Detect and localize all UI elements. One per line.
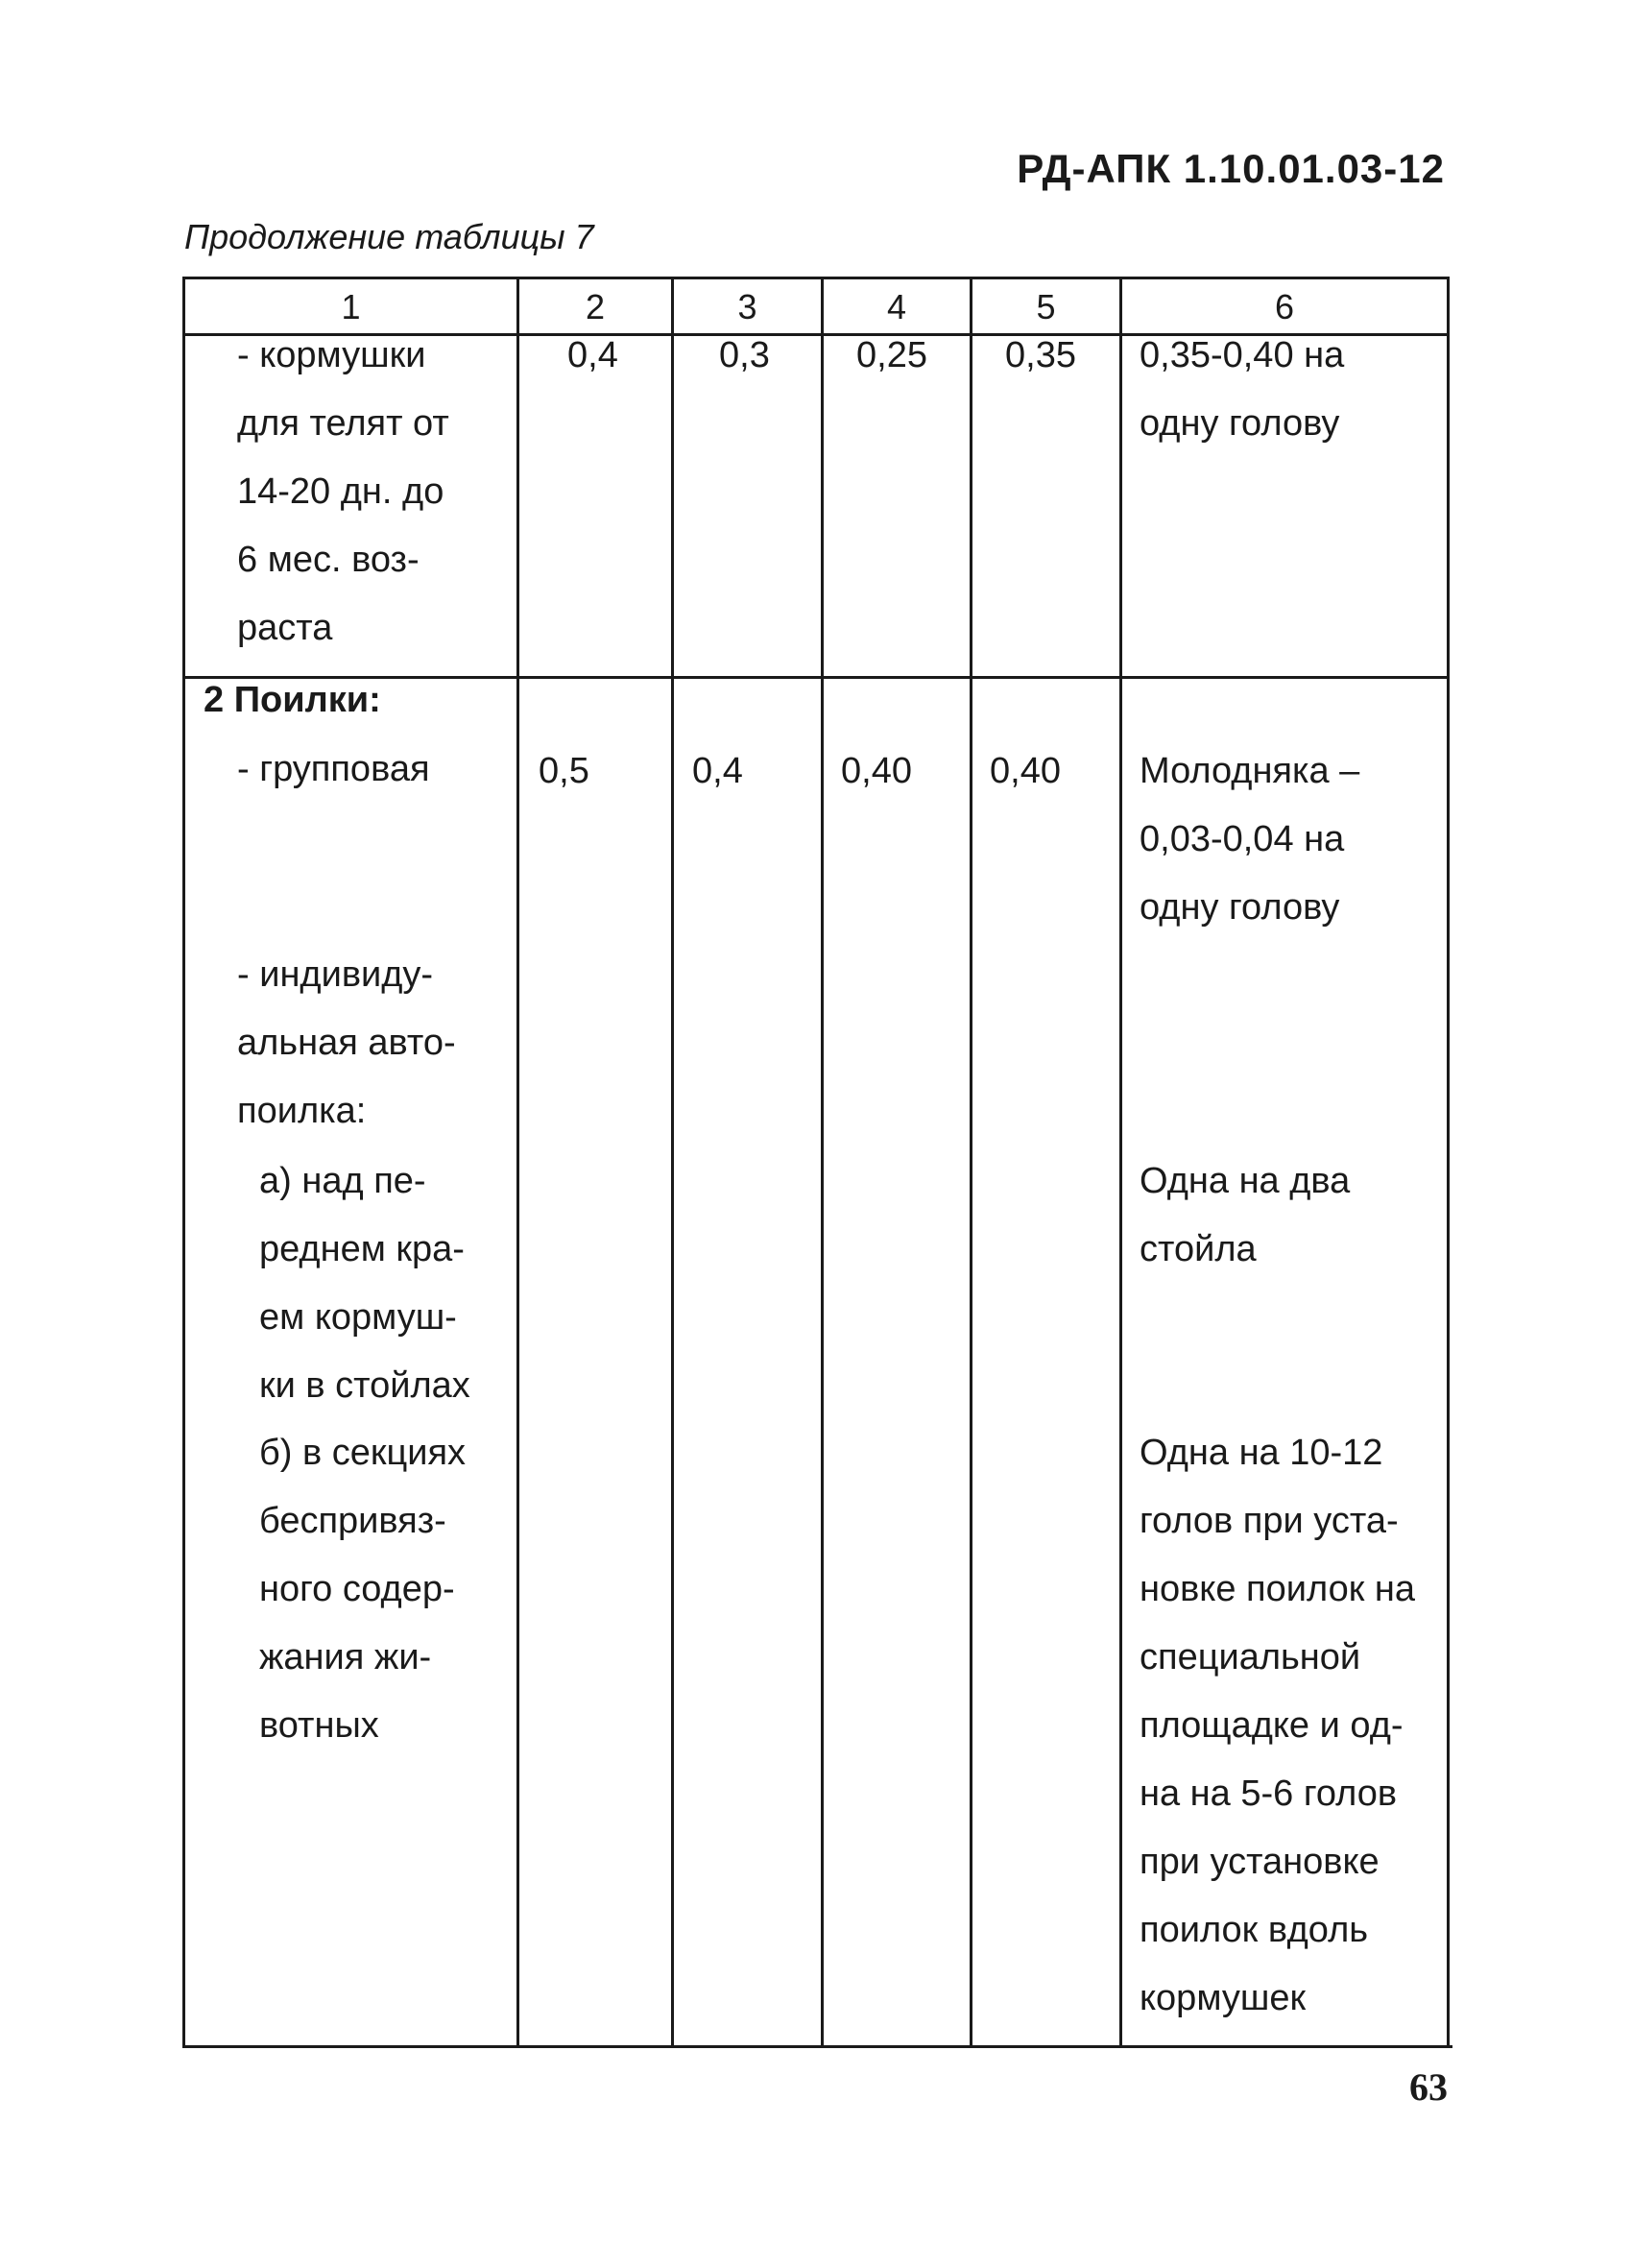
value-cell: 0,40 (990, 751, 1061, 791)
value-cell: 0,5 (539, 751, 589, 791)
note-cell: Молодняка – 0,03-0,04 на одну голову (1140, 751, 1360, 928)
column-border-left (182, 277, 185, 2048)
note-cell: 0,35-0,40 на одну голову (1140, 335, 1345, 444)
value-cell: 0,4 (692, 751, 743, 791)
page-number: 63 (1409, 2065, 1448, 2109)
column-border (821, 277, 824, 2048)
column-border (970, 277, 972, 2048)
row-label: а) над пе- реднем кра- ем кормуш- ки в стойлах (259, 1161, 470, 1406)
column-border (671, 277, 674, 2048)
header-cell: 5 (1036, 287, 1056, 326)
row-label: - индивиду- альная авто- поилка: (237, 954, 456, 1131)
value-cell: 0,3 (719, 335, 770, 375)
row-label: б) в секциях беспривяз- ного содер- жания жи- вотных (259, 1433, 467, 1746)
header-cell: 6 (1274, 287, 1295, 326)
column-border (516, 277, 519, 2048)
header-cell: 4 (886, 287, 907, 326)
row-label: - кормушки для телят от 14-20 дн. до 6 мес. воз- раста (237, 335, 449, 648)
column-border (1119, 277, 1122, 2048)
section-title: 2 Поилки: (204, 680, 381, 720)
table-caption: Продолжение таблицы 7 (184, 217, 594, 256)
column-border-right (1447, 277, 1450, 2048)
header-cell: 1 (341, 287, 361, 326)
table-bottom-border (182, 2045, 1452, 2048)
value-cell: 0,40 (841, 751, 912, 791)
header-cell: 3 (737, 287, 757, 326)
note-cell: Одна на два стойла (1140, 1161, 1351, 1269)
value-cell: 0,25 (856, 335, 927, 375)
value-cell: 0,4 (567, 335, 618, 375)
document-code: РД-АПК 1.10.01.03-12 (1017, 146, 1445, 191)
note-cell: Одна на 10-12 голов при уста- новке поилок на специальной площадке и од- на на 5-6 голов при установке поилок вдоль кормушек (1140, 1433, 1416, 2018)
value-cell: 0,35 (1005, 335, 1076, 375)
header-cell: 2 (585, 287, 606, 326)
row-label: - групповая (237, 749, 430, 789)
